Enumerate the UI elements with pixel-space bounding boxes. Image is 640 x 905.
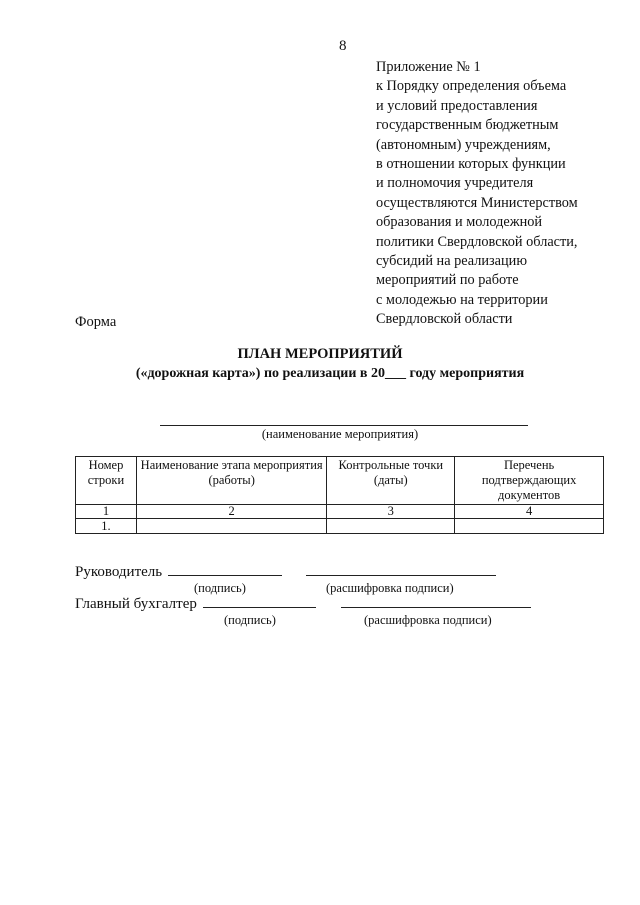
appendix-line: Приложение № 1 (376, 59, 481, 75)
table-column-numbers-row (76, 505, 604, 519)
accountant-signature-blank (203, 595, 316, 608)
appendix-line: осуществляются Министерством (376, 194, 578, 211)
appendix-line: субсидий на реализацию (376, 253, 528, 270)
table-cell (136, 519, 327, 534)
appendix-line: и условий предоставления (376, 97, 538, 114)
plan-title: ПЛАН МЕРОПРИЯТИЙ (237, 346, 403, 362)
appendix-line: и полномочия учредителя (376, 175, 534, 192)
page-number: 8 (339, 38, 347, 54)
column-number: 4 (455, 505, 604, 519)
appendix-line: с молодежью на территории (376, 291, 548, 308)
appendix-line: мероприятий по работе (376, 272, 519, 289)
table-cell (327, 519, 455, 534)
accountant-transcript-blank (341, 595, 531, 608)
plan-subtitle: («дорожная карта») по реализации в 20___ году мероприятия (135, 366, 525, 381)
appendix-line: в отношении которых функции (376, 156, 566, 173)
appendix-line: Свердловской области (376, 311, 513, 328)
column-number: 2 (136, 505, 327, 519)
column-number: 1 (76, 505, 137, 519)
appendix-line: к Порядку определения объема (376, 78, 567, 95)
header-documents: Перечень подтверждающих документов (455, 457, 604, 505)
accountant-signature-line (75, 595, 531, 613)
header-row-number: Номер строки (76, 457, 137, 505)
head-signature-line (75, 563, 496, 581)
appendix-line: государственным бюджетным (376, 117, 559, 134)
head-transcript-caption: (расшифровка подписи) (326, 581, 454, 595)
appendix-block (376, 58, 616, 330)
accountant-label: Главный бухгалтер (75, 596, 197, 612)
table-cell: 1. (76, 519, 137, 534)
appendix-line: образования и молодежной (376, 214, 543, 231)
head-label: Руководитель (75, 564, 163, 580)
header-checkpoints: Контрольные точки (даты) (327, 457, 455, 505)
event-name-caption: (наименование мероприятия) (261, 427, 419, 441)
appendix-line: политики Свердловской области, (376, 233, 578, 250)
event-name-line (160, 425, 528, 426)
plan-table (75, 456, 604, 534)
accountant-signature-caption: (подпись) (224, 613, 276, 627)
header-stage-name: Наименование этапа мероприятия (работы) (136, 457, 327, 505)
table-row (76, 519, 604, 534)
head-signature-caption: (подпись) (194, 581, 246, 595)
head-signature-blank (168, 563, 282, 576)
column-number: 3 (327, 505, 455, 519)
table-cell (455, 519, 604, 534)
table-header-row (76, 457, 604, 505)
accountant-transcript-caption: (расшифровка подписи) (364, 613, 492, 627)
head-transcript-blank (306, 563, 496, 576)
form-label: Форма (75, 314, 117, 330)
appendix-line: (автономным) учреждениям, (376, 136, 551, 153)
